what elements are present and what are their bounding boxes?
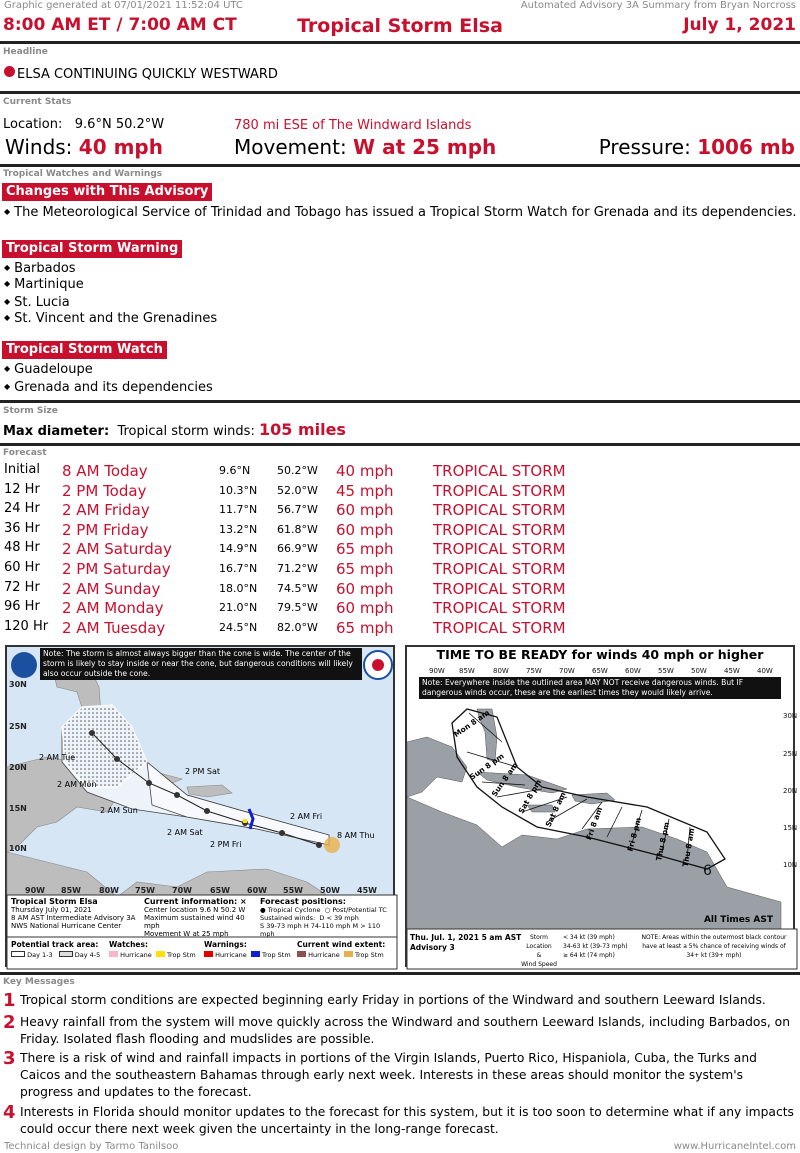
positions-h: H 74-110 mph (303, 922, 351, 930)
watches-section-label: Tropical Watches and Warnings (3, 169, 163, 179)
forecast-lat: 24.5°N (219, 620, 258, 634)
cone-current-title: Current information: × (144, 897, 247, 906)
forecast-wind: 60 mph (336, 599, 394, 618)
cone-info-center: NWS National Hurricane Center (11, 922, 122, 930)
cone-info-advisory: 8 AM AST Intermediate Advisory 3A (11, 914, 136, 922)
forecast-wind: 65 mph (336, 618, 394, 637)
svg-text:2 AM Sun: 2 AM Sun (100, 806, 138, 815)
legend-day13: Day 1-3 (27, 951, 53, 959)
arrival-time-label: Thu 8 pm (654, 821, 672, 862)
legend-day45: Day 4-5 (74, 951, 101, 959)
forecast-type: TROPICAL STORM (433, 540, 566, 559)
forecast-lat: 13.2°N (219, 522, 258, 536)
footer-credit: Technical design by Tarmo Tanilsoo (4, 1141, 179, 1152)
forecast-lon: 71.2°W (277, 562, 318, 575)
key-message-text: Interests in Florida should monitor updates to the forecast for this system, but it is too soon to determine what if any impacts could occur there next week given the uncertainty in the long-range forecast. (20, 1105, 794, 1136)
forecast-row (0, 540, 800, 560)
divider (0, 972, 800, 975)
forecast-lat: 11.7°N (219, 503, 258, 517)
positions-title: Forecast positions: (260, 897, 346, 906)
forecast-lon: 52.0°W (277, 483, 318, 497)
arrival-footer-date: Thu. Jul. 1, 2021 5 am AST (410, 933, 522, 942)
current-stats-label: Current Stats (3, 97, 72, 107)
forecast-row (0, 619, 800, 639)
legend-wind-label: Current wind extent: (297, 940, 386, 949)
arrival-time-label: Fri 8 pm (625, 816, 644, 853)
forecast-row (0, 599, 800, 619)
forecast-time: 2 AM Monday (62, 599, 164, 618)
forecast-time: 2 PM Saturday (62, 560, 171, 578)
forecast-wind: 60 mph (336, 520, 394, 539)
cone-info-title: Tropical Storm Elsa (11, 897, 98, 906)
arrival-legend-3: ≥ 64 kt (74 mph) (563, 952, 615, 959)
arrival-legend-items (563, 933, 628, 960)
key-message-text: Tropical storm conditions are expected beginning early Friday in portions of the Windward and southern Leeward Islands. (20, 993, 766, 1007)
location-label: Location: (3, 117, 63, 132)
legend-warning-tropstm: Trop Stm (261, 951, 291, 959)
forecast-lat: 9.6°N (219, 464, 251, 477)
arrival-legend-loc: Storm Location (526, 934, 552, 950)
advisory-source: Automated Advisory 3A Summary from Bryan Norcross (520, 0, 796, 11)
arrival-time-label: Sun 8 pm (468, 751, 506, 782)
forecast-hour: 24 Hr (4, 501, 40, 517)
svg-text:15N: 15N (783, 824, 798, 832)
svg-text:60W: 60W (625, 667, 641, 675)
legend-track-label: Potential track area: (11, 940, 99, 949)
winds-value: 40 mph (78, 135, 163, 159)
movement-value: W at 25 mph (353, 135, 497, 159)
cone-info (11, 898, 141, 930)
svg-text:2 PM Fri: 2 PM Fri (210, 840, 242, 849)
watch-title: Tropical Storm Watch (2, 341, 167, 359)
changes-item: ◆ The Meteorological Service of Trinidad and Tobago has issued a Tropical Storm Watch for Grenada and its dependencies. (4, 204, 797, 222)
divider (0, 400, 800, 403)
forecast-wind: 65 mph (336, 540, 394, 559)
advisory-date: July 1, 2021 (683, 15, 796, 35)
legend-watch-tropstm: Trop Stm (166, 951, 196, 959)
arrival-legend-amp: & (536, 952, 542, 959)
legend-watches-swatches (109, 951, 196, 959)
forecast-row (0, 462, 800, 482)
svg-text:2 AM Fri: 2 AM Fri (290, 812, 323, 821)
watch-item: ◆ Grenada and its dependencies (4, 379, 213, 397)
legend-track-days (11, 951, 100, 959)
cone-current-wind: Maximum sustained wind 40 mph (144, 914, 245, 930)
forecast-lat: 14.9°N (219, 542, 258, 556)
svg-text:2 PM Sat: 2 PM Sat (185, 767, 221, 776)
svg-text:25N: 25N (9, 722, 27, 731)
svg-text:10N: 10N (9, 844, 27, 853)
forecast-hour: 96 Hr (4, 599, 40, 615)
key-message-text: Heavy rainfall from the system will move quickly across the Windward and southern Leeward Islands, including Barbados, on Friday. Isolated flash flooding and mudslides are possible. (20, 1015, 790, 1046)
arrival-legend-title (519, 933, 559, 969)
divider (0, 41, 800, 44)
forecast-row (0, 580, 800, 600)
legend-wind-hurricane: Hurricane (308, 951, 340, 959)
arrival-time-label: Sat 8 am (543, 790, 568, 829)
forecast-lat: 16.7°N (219, 562, 258, 575)
generated-timestamp: Graphic generated at 07/01/2021 11:52:04 UTC (4, 0, 243, 11)
forecast-row (0, 482, 800, 502)
svg-text:30N: 30N (783, 712, 798, 720)
winds-label: Winds: (5, 135, 73, 159)
forecast-type: TROPICAL STORM (433, 481, 566, 500)
cone-current-movement: Movement W at 25 mph (144, 930, 229, 938)
arrival-note: Note: Everywhere inside the outlined area MAY NOT receive dangerous winds. But IF dangerous winds occur, these are the earliest times they would likely arrive. (419, 677, 781, 699)
legend-watches-label: Watches: (109, 940, 148, 949)
arrival-legend-2: 34-63 kt (39-73 mph) (563, 943, 628, 950)
arrival-legend-note: NOTE: Areas within the outermost black contour have at least a 5% chance of receiving winds of 34+ kt (39+ mph) (641, 934, 787, 959)
changes-title: Changes with This Advisory (2, 183, 212, 201)
key-message-number: 1 (3, 990, 16, 1011)
key-message-text: There is a risk of wind and rainfall impacts in portions of the Virgin Islands, Puerto Rico, Hispaniola, Cuba, the Turks and Caicos and the southeastern Bahamas through early next week. Interests in these areas should monitor the system's progress and updates to the forecast. (20, 1051, 757, 1099)
svg-text:60W: 60W (247, 886, 267, 895)
forecast-time: 2 AM Tuesday (62, 618, 166, 637)
svg-text:2 AM Tue: 2 AM Tue (39, 753, 76, 762)
svg-text:40W: 40W (757, 667, 773, 675)
legend-warnings-label: Warnings: (204, 940, 247, 949)
warning-item: ◆ St. Vincent and the Grenadines (4, 310, 217, 328)
svg-text:55W: 55W (283, 886, 303, 895)
arrival-time-map (405, 645, 798, 968)
cone-forecast-positions (260, 898, 395, 938)
footer-site-link[interactable]: www.HurricaneIntel.com (673, 1141, 796, 1152)
forecast-wind: 60 mph (336, 579, 394, 598)
arrival-time-label: Mon 8 am (452, 707, 492, 740)
arrival-time-label: Sun 8 am (489, 760, 520, 799)
warning-item: ◆ Barbados (4, 260, 76, 278)
forecast-lon: 82.0°W (277, 620, 318, 634)
positions-m: M > 110 mph (260, 922, 381, 938)
svg-text:65W: 65W (592, 667, 608, 675)
divider (0, 91, 800, 94)
svg-text:80W: 80W (99, 886, 119, 895)
forecast-hour: 48 Hr (4, 540, 40, 556)
forecast-row (0, 560, 800, 580)
max-diameter-row (3, 420, 346, 439)
pressure-row (599, 135, 795, 159)
legend-warning-hurricane: Hurricane (215, 951, 247, 959)
forecast-type: TROPICAL STORM (433, 618, 566, 637)
location-row (3, 117, 164, 132)
positions-post: ○ Post/Potential TC (324, 906, 387, 914)
forecast-hour: 60 Hr (4, 560, 40, 575)
all-times-label: All Times AST (703, 915, 773, 925)
forecast-lon: 56.7°W (277, 503, 318, 517)
key-message-number: 4 (3, 1102, 16, 1123)
svg-text:50W: 50W (320, 886, 340, 895)
arrival-footer-advisory: Advisory 3 (410, 943, 455, 952)
svg-text:30N: 30N (9, 680, 27, 689)
arrival-legend-ws: Wind Speed (521, 961, 557, 968)
forecast-type: TROPICAL STORM (433, 599, 566, 618)
cone-note: Note: The storm is almost always bigger than the cone is wide. The center of the storm is likely to stay inside or near the cone, but dangerous conditions will likely also occur outside the cone. (40, 648, 362, 680)
forecast-hour: 36 Hr (4, 520, 40, 536)
forecast-time: 2 AM Sunday (62, 579, 161, 598)
forecast-type: TROPICAL STORM (433, 520, 566, 539)
forecast-type: TROPICAL STORM (433, 579, 566, 598)
forecast-time: 2 AM Saturday (62, 540, 172, 559)
storm-size-label: Storm Size (3, 406, 58, 416)
cone-current-location: Center location 9.6 N 50.2 W (144, 906, 246, 914)
svg-text:2 AM Mon: 2 AM Mon (57, 780, 97, 789)
svg-text:20N: 20N (9, 763, 27, 772)
arrival-time-label: Fri 8 am (584, 805, 605, 842)
svg-text:65W: 65W (210, 886, 230, 895)
ts-winds-label: Tropical storm winds: (117, 424, 255, 439)
svg-text:6: 6 (703, 863, 712, 879)
watch-item: ◆ Guadeloupe (4, 361, 93, 379)
svg-text:80W: 80W (493, 667, 509, 675)
svg-text:90W: 90W (429, 667, 445, 675)
forecast-lat: 21.0°N (219, 601, 258, 615)
positions-winds: Sustained winds: (260, 914, 316, 922)
distance-text: 780 mi ESE of The Windward Islands (234, 118, 472, 133)
forecast-type: TROPICAL STORM (433, 501, 566, 520)
positions-s: S 39-73 mph (260, 922, 302, 930)
divider (0, 164, 800, 167)
forecast-wind: 60 mph (336, 501, 394, 520)
movement-label: Movement: (234, 135, 347, 159)
forecast-lat: 18.0°N (219, 581, 258, 595)
svg-text:70W: 70W (559, 667, 575, 675)
forecast-hour: 72 Hr (4, 579, 40, 595)
svg-text:45W: 45W (724, 667, 740, 675)
svg-text:10N: 10N (783, 861, 798, 869)
forecast-row (0, 521, 800, 541)
forecast-time: 2 PM Today (62, 481, 147, 500)
forecast-type: TROPICAL STORM (433, 560, 566, 578)
forecast-wind: 45 mph (336, 481, 394, 500)
svg-text:85W: 85W (459, 667, 475, 675)
positions-tc: ● Tropical Cyclone (260, 906, 321, 914)
arrival-time-label: Sat 8 pm (516, 777, 544, 816)
winds-row (5, 135, 163, 159)
legend-warnings-swatches (204, 951, 291, 959)
forecast-time: 2 PM Friday (62, 520, 149, 539)
page-title: Tropical Storm Elsa (297, 15, 503, 37)
movement-row (234, 135, 496, 159)
forecast-lon: 50.2°W (277, 464, 318, 477)
forecast-hour: Initial (4, 462, 40, 477)
arrival-time-label: Thu 8 am (680, 827, 697, 868)
svg-text:20N: 20N (783, 787, 798, 795)
forecast-hour: 12 Hr (4, 481, 40, 497)
forecast-wind: 65 mph (336, 560, 394, 578)
positions-d: D < 39 mph (319, 914, 359, 922)
svg-text:90W: 90W (25, 886, 45, 895)
cone-current-info (144, 898, 259, 938)
cone-map (5, 645, 395, 967)
location-value: 9.6°N 50.2°W (74, 117, 165, 132)
forecast-lon: 79.5°W (277, 601, 318, 615)
forecast-type: TROPICAL STORM (433, 462, 566, 480)
warning-title: Tropical Storm Warning (2, 240, 182, 258)
svg-text:85W: 85W (61, 886, 81, 895)
svg-text:55W: 55W (658, 667, 674, 675)
forecast-hour: 120 Hr (4, 618, 49, 634)
arrival-map-title: TIME TO BE READY for winds 40 mph or higher (436, 647, 764, 662)
forecast-time: 2 AM Friday (62, 501, 150, 520)
legend-watch-hurricane: Hurricane (120, 951, 152, 959)
forecast-lon: 74.5°W (277, 581, 318, 595)
forecast-time: 8 AM Today (62, 462, 148, 480)
arrival-legend-1: < 34 kt (39 mph) (563, 934, 615, 941)
warning-item: ◆ St. Lucia (4, 294, 70, 312)
divider (0, 443, 800, 446)
warning-item: ◆ Martinique (4, 276, 84, 294)
svg-text:75W: 75W (135, 886, 155, 895)
cone-info-date: Thursday July 01, 2021 (11, 906, 92, 914)
svg-text:75W: 75W (526, 667, 542, 675)
key-message-number: 3 (3, 1048, 16, 1069)
forecast-lon: 66.9°W (277, 542, 318, 556)
headline-section-label: Headline (3, 47, 48, 57)
pressure-label: Pressure: (598, 135, 691, 159)
max-diameter-label: Max diameter: (3, 424, 110, 439)
headline-text: ELSA CONTINUING QUICKLY WESTWARD (17, 67, 278, 82)
red-dot-icon (4, 66, 15, 77)
ts-winds-value: 105 miles (258, 420, 346, 439)
svg-text:15N: 15N (9, 804, 27, 813)
pressure-value: 1006 mb (697, 135, 795, 159)
svg-text:50W: 50W (691, 667, 707, 675)
legend-wind-swatches (297, 951, 384, 959)
svg-text:70W: 70W (172, 886, 192, 895)
key-messages-label: Key Messages (3, 977, 75, 987)
svg-text:25N: 25N (783, 750, 798, 758)
arrival-footer-info (410, 933, 521, 953)
svg-text:45W: 45W (357, 886, 377, 895)
legend-wind-tropstm: Trop Stm (354, 951, 384, 959)
advisory-time: 8:00 AM ET / 7:00 AM CT (3, 15, 237, 35)
forecast-lon: 61.8°W (277, 522, 318, 536)
forecast-lat: 10.3°N (219, 483, 258, 497)
svg-text:2 AM Sat: 2 AM Sat (167, 828, 203, 837)
key-message-number: 2 (3, 1012, 16, 1033)
forecast-wind: 40 mph (336, 462, 394, 480)
svg-text:8 AM Thu: 8 AM Thu (337, 831, 375, 840)
forecast-row (0, 501, 800, 521)
forecast-label: Forecast (3, 448, 47, 458)
